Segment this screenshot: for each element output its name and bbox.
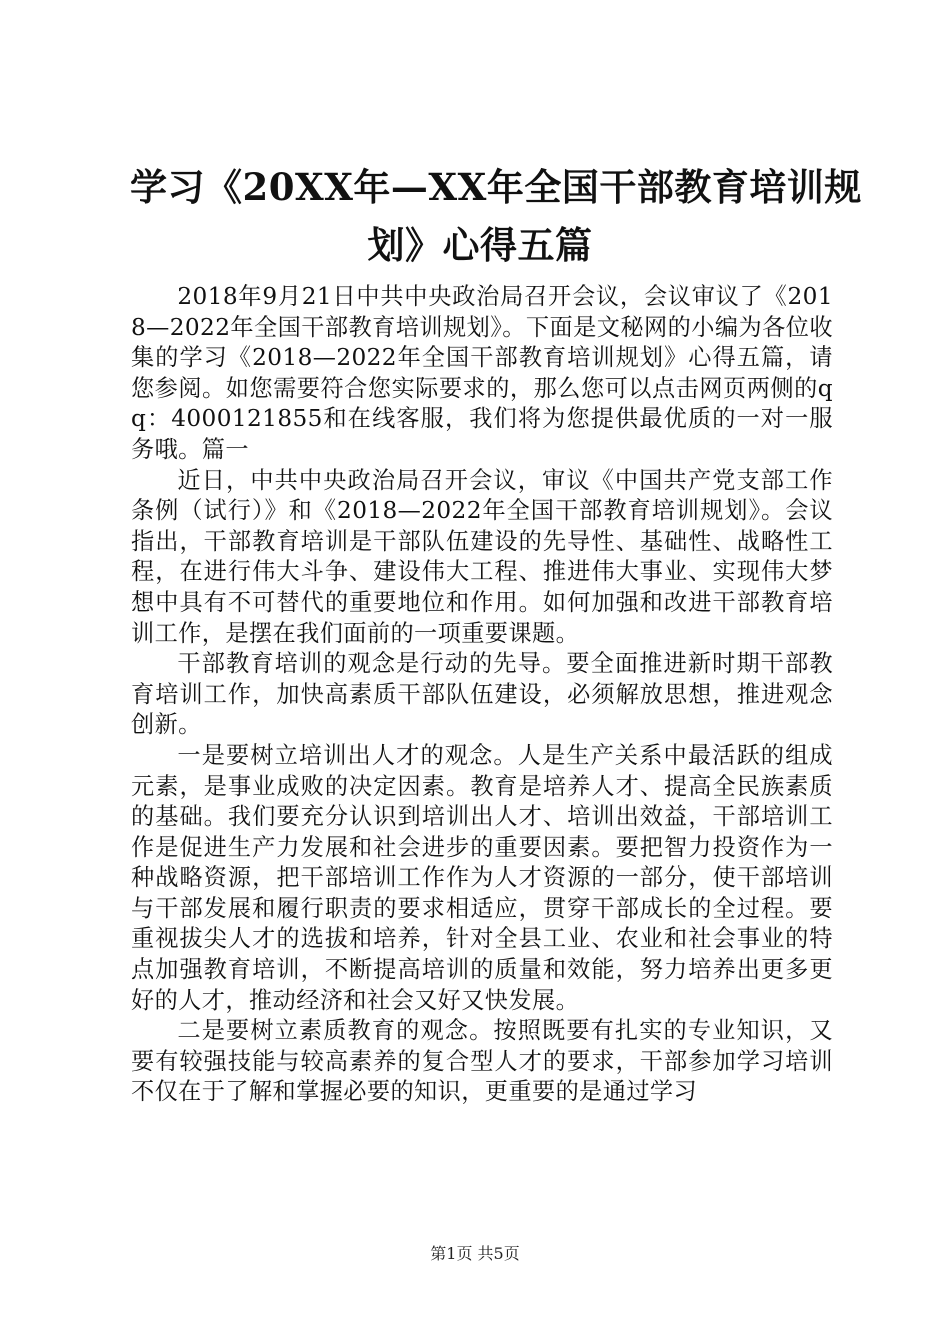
page-number: 第1页 共5页 xyxy=(430,1244,520,1263)
document-title xyxy=(130,158,862,274)
paragraph-4: 一是要树立培训出人才的观念。人是生产关系中最活跃的组成元素，是事业成败的决定因素。教育是培养人才、提高全民族素质的基础。我们要充分认识到培训出人才、培训出效益，干部培训工作是促进生产力发展和社会进步的重要因素。要把智力投资作为一种战略资源，把干部培训工作作为人才资源的一部分，使干部培训与干部发展和履行职责的要求相适应，贯穿干部成长的全过程。要重视拔尖人才的选拔和培养，针对全县工业、农业和社会事业的特点加强教育培训，不断提高培训的质量和效能，努力培养出更多更好的人才，推动经济和社会又好又快发展。 xyxy=(131,741,833,1014)
title-line-1: 学习《20XX年—XX年全国干部教育培训规 xyxy=(130,165,862,209)
paragraph-2: 近日，中共中央政治局召开会议，审议《中国共产党支部工作条例（试行）》和《2018—2022年全国干部教育培训规划》。会议指出，干部教育培训是干部队伍建设的先导性、基础性、战略性工程，在进行伟大斗争、建设伟大工程、推进伟大事业、实现伟大梦想中具有不可替代的重要地位和作用。如何加强和改进干部教育培训工作，是摆在我们面前的一项重要课题。 xyxy=(131,466,833,647)
title-line-2: 划》心得五篇 xyxy=(367,223,593,267)
document-body xyxy=(131,282,833,1108)
paragraph-5: 二是要树立素质教育的观念。按照既要有扎实的专业知识，又要有较强技能与较高素养的复合型人才的要求，干部参加学习培训不仅在于了解和掌握必要的知识，更重要的是通过学习 xyxy=(131,1017,833,1106)
paragraph-3: 干部教育培训的观念是行动的先导。要全面推进新时期干部教育培训工作，加快高素质干部队伍建设，必须解放思想，推进观念创新。 xyxy=(131,650,833,739)
paragraph-1: 2018年9月21日中共中央政治局召开会议，会议审议了《2018—2022年全国干部教育培训规划》。下面是文秘网的小编为各位收集的学习《2018—2022年全国干部教育培训规划》心得五篇，请您参阅。如您需要符合您实际要求的，那么您可以点击网页两侧的qq：4000121855和在线客服，我们将为您提供最优质的一对一服务哦。篇一 xyxy=(131,283,833,463)
page-footer xyxy=(0,1244,950,1264)
